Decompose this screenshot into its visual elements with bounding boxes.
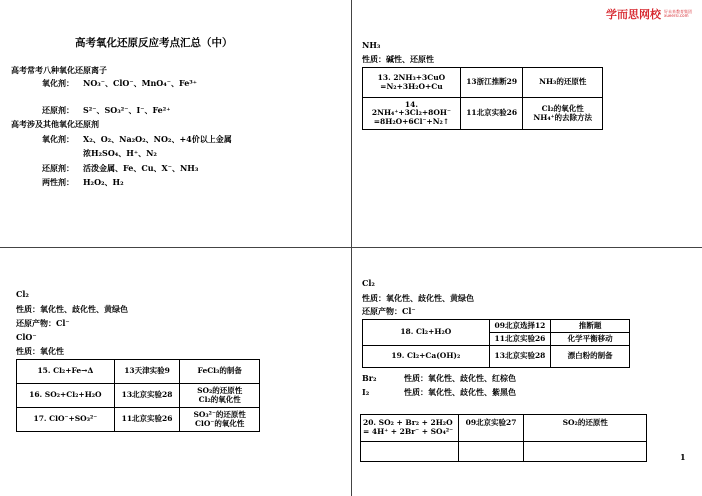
reaction-cell: 13. 2NH₃+3CuO =N₂+3H₂O+Cu xyxy=(363,68,461,98)
section-heading: 高考涉及其他氧化还原剂 xyxy=(11,119,99,129)
section-heading: 高考常考八种氧化还原离子 xyxy=(11,65,107,75)
source-cell: 09北京实验27 xyxy=(458,415,524,442)
slide-title: 高考氧化还原反应考点汇总（中） xyxy=(75,37,233,49)
slide-top-left xyxy=(0,0,351,247)
reaction-table xyxy=(362,67,603,130)
note-cell xyxy=(524,442,647,462)
reaction-cell: 14. 2NH₄⁺+3Cl₂+8OH⁻ =8H₂O+6Cl⁻+N₂↑ xyxy=(363,98,461,130)
product-line: 还原产物：Cl⁻ xyxy=(362,306,416,316)
note-cell: SO₂的还原性 Cl₂的氧化性 xyxy=(180,384,260,408)
reaction-cell: 18. Cl₂+H₂O xyxy=(363,320,490,346)
reaction-cell: 15. Cl₂+Fe→Δ xyxy=(17,360,115,384)
reductant-values: 活泼金属、Fe、Cu、X⁻、NH₃ xyxy=(83,163,199,173)
source-cell: 11北京实验26 xyxy=(114,408,180,432)
reaction-cell: 19. Cl₂+Ca(OH)₂ xyxy=(363,346,490,368)
logo-subtext: 好未来教育集团 xueersi.com xyxy=(664,8,692,18)
oxidant-values: X₂、O₂、Na₂O₂、NO₂、+4价以上金属 xyxy=(83,134,232,144)
property-line: 性质：氧化性、歧化性、红棕色 xyxy=(404,373,516,383)
table-row xyxy=(17,408,260,432)
reaction-cell: 16. SO₂+Cl₂+H₂O xyxy=(17,384,115,408)
property-line: 性质：氧化性、歧化性、黄绿色 xyxy=(362,293,474,303)
property-line: 性质：碱性、还原性 xyxy=(362,54,434,64)
source-cell: 13浙江推断29 xyxy=(460,68,523,98)
table-row xyxy=(361,442,647,462)
note-cell: 推断题 xyxy=(551,320,630,333)
oxidant-values: 浓H₂SO₄、H⁺、N₂ xyxy=(83,148,157,158)
slide-bottom-right xyxy=(352,248,702,496)
note-cell: SO₃²⁻的还原性 ClO⁻的氧化性 xyxy=(180,408,260,432)
oxidant-label: 氧化剂： xyxy=(42,78,74,88)
note-cell: FeCl₃的制备 xyxy=(180,360,260,384)
table-row xyxy=(363,346,630,368)
note-cell: Cl₂的氧化性 NH₄⁺的去除方法 xyxy=(523,98,603,130)
amphoteric-values: H₂O₂、H₂ xyxy=(83,177,124,187)
table-row xyxy=(363,68,603,98)
note-cell: 化学平衡移动 xyxy=(551,333,630,346)
compound-heading: Br₂ xyxy=(362,373,377,383)
reductant-label: 还原剂： xyxy=(42,105,74,115)
reductant-label: 还原剂： xyxy=(42,163,74,173)
table-row xyxy=(17,384,260,408)
table-row xyxy=(17,360,260,384)
reaction-cell xyxy=(361,442,459,462)
property-line: 性质：氧化性、歧化性、黄绿色 xyxy=(16,304,128,314)
reaction-table xyxy=(362,319,630,368)
page-number: 1 xyxy=(680,452,686,462)
compound-heading: Cl₂ xyxy=(16,289,29,299)
reductant-values: S²⁻、SO₃²⁻、I⁻、Fe²⁺ xyxy=(83,105,171,115)
source-cell: 11北京实验26 xyxy=(460,98,523,130)
brand-logo xyxy=(606,6,692,22)
product-line: 还原产物：Cl⁻ xyxy=(16,318,70,328)
reaction-table xyxy=(16,359,260,432)
slide-top-right xyxy=(352,0,702,247)
table-row xyxy=(363,98,603,130)
slide-bottom-left xyxy=(0,248,351,496)
source-cell: 11北京实验26 xyxy=(489,333,551,346)
compound-heading: I₂ xyxy=(362,387,370,397)
compound-heading: Cl₂ xyxy=(362,278,375,288)
source-cell: 13北京实验28 xyxy=(489,346,551,368)
oxidant-label: 氧化剂： xyxy=(42,134,74,144)
logo-text: 学而思网校 xyxy=(606,8,661,21)
source-cell: 09北京选择12 xyxy=(489,320,551,333)
table-row xyxy=(363,320,630,333)
property-line: 性质：氧化性 xyxy=(16,346,64,356)
compound-heading: ClO⁻ xyxy=(16,332,37,342)
compound-heading: NH₃ xyxy=(362,40,381,50)
source-cell: 13北京实验28 xyxy=(114,384,180,408)
source-cell: 13天津实验9 xyxy=(114,360,180,384)
amphoteric-label: 两性剂： xyxy=(42,177,74,187)
reaction-table xyxy=(360,414,647,462)
note-cell: SO₂的还原性 xyxy=(524,415,647,442)
property-line: 性质：氧化性、歧化性、紫黑色 xyxy=(404,387,516,397)
reaction-cell: 20. SO₂ + Br₂ + 2H₂O = 4H⁺ + 2Br⁻ + SO₄²⁻ xyxy=(361,415,459,442)
table-row xyxy=(361,415,647,442)
oxidant-values: NO₃⁻、ClO⁻、MnO₄⁻、Fe³⁺ xyxy=(83,78,198,88)
reaction-cell: 17. ClO⁻+SO₃²⁻ xyxy=(17,408,115,432)
note-cell: 漂白粉的制备 xyxy=(551,346,630,368)
source-cell xyxy=(458,442,524,462)
note-cell: NH₃的还原性 xyxy=(523,68,603,98)
